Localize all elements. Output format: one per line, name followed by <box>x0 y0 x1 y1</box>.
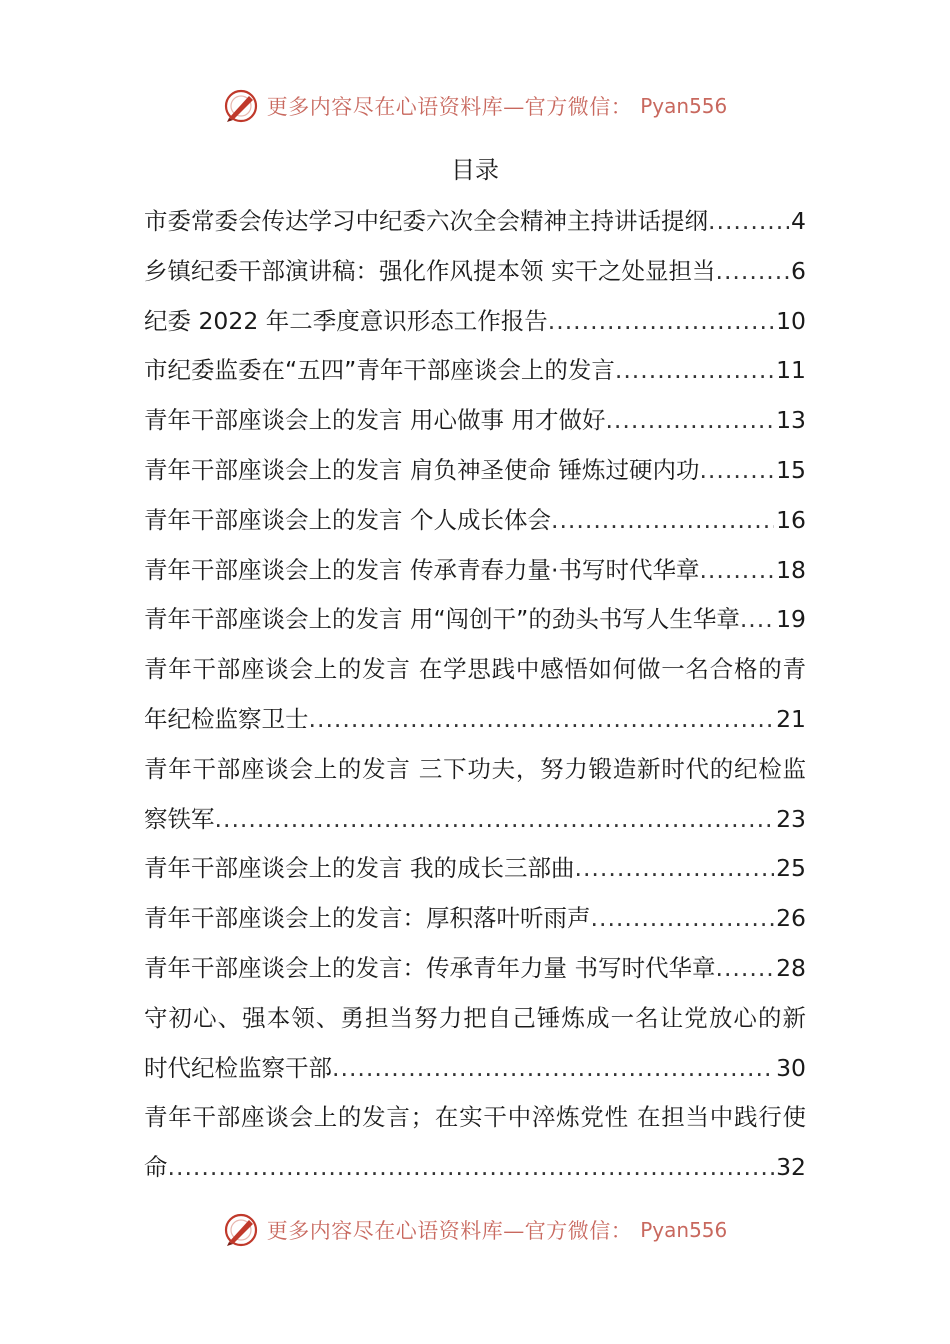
watermark-banner-top <box>0 84 950 128</box>
toc-entry-page: 21 <box>776 704 806 733</box>
watermark-banner-bottom <box>0 1208 950 1252</box>
table-of-contents <box>144 197 806 1193</box>
toc-entry-page: 32 <box>776 1153 806 1182</box>
pen-logo-icon <box>223 1212 259 1248</box>
toc-entry-title-line2: 时代纪检监察干部 <box>144 1053 332 1082</box>
dot-leader <box>605 396 774 446</box>
toc-entry-page: 4 <box>791 207 806 235</box>
toc-entry[interactable] <box>144 496 806 546</box>
toc-entry[interactable] <box>144 745 806 845</box>
dot-leader <box>309 695 775 745</box>
toc-entry[interactable] <box>144 645 806 745</box>
watermark-text: 更多内容尽在心语资料库—官方微信： <box>266 1219 633 1243</box>
toc-entry-page: 28 <box>776 953 806 982</box>
toc-entry[interactable] <box>144 446 806 496</box>
toc-entry[interactable] <box>144 297 806 347</box>
dot-leader <box>699 446 774 496</box>
toc-entry[interactable] <box>144 994 806 1094</box>
toc-entry-title-line2: 年纪检监察卫士 <box>144 704 309 733</box>
toc-entry-title: 青年干部座谈会上的发言 传承青春力量·书写时代华章 <box>144 555 700 584</box>
toc-entry-page: 15 <box>776 455 806 484</box>
toc-entry-title: 青年干部座谈会上的发言 肩负神圣使命 锤炼过硬内功 <box>144 455 700 484</box>
toc-entry[interactable] <box>144 844 806 894</box>
toc-title: 目录 <box>451 156 499 184</box>
toc-entry[interactable] <box>144 595 806 645</box>
toc-entry-page: 19 <box>776 605 806 634</box>
toc-entry-title-line2: 命 <box>144 1153 168 1182</box>
dot-leader <box>168 1143 775 1193</box>
dot-leader <box>708 197 789 247</box>
pen-logo-icon <box>223 88 259 124</box>
watermark-handle: Pyan556 <box>640 1218 728 1242</box>
toc-entry[interactable] <box>144 346 806 396</box>
dot-leader <box>332 1044 774 1094</box>
toc-entry-page: 6 <box>791 256 806 285</box>
toc-entry-page: 10 <box>776 306 806 335</box>
watermark-handle: Pyan556 <box>640 94 728 118</box>
toc-entry-page: 23 <box>776 804 806 833</box>
toc-entry-title: 青年干部座谈会上的发言：厚积落叶听雨声 <box>144 904 591 933</box>
watermark-text: 更多内容尽在心语资料库—官方微信： <box>266 95 633 119</box>
toc-entry-title: 市委常委会传达学习中纪委六次全会精神主持讲话提纲 <box>144 207 708 235</box>
toc-entry[interactable] <box>144 546 806 596</box>
dot-leader <box>615 346 774 396</box>
dot-leader <box>715 944 774 994</box>
toc-entry[interactable] <box>144 197 806 247</box>
dot-leader <box>551 496 774 546</box>
toc-entry-page: 26 <box>776 904 806 933</box>
toc-entry-title: 市纪委监委在“五四”青年干部座谈会上的发言 <box>144 356 615 385</box>
dot-leader <box>215 795 775 845</box>
toc-entry-title: 乡镇纪委干部演讲稿：强化作风提本领 实干之处显担当 <box>144 256 716 285</box>
toc-entry-title: 青年干部座谈会上的发言：传承青年力量 书写时代华章 <box>144 953 716 982</box>
toc-entry[interactable] <box>144 396 806 446</box>
toc-entry[interactable] <box>144 247 806 297</box>
toc-entry-title: 纪委 2022 年二季度意识形态工作报告 <box>144 306 548 335</box>
toc-entry-title-line2: 察铁军 <box>144 804 215 833</box>
toc-entry-title: 青年干部座谈会上的发言 个人成长体会 <box>144 505 551 534</box>
toc-entry[interactable] <box>144 1093 806 1193</box>
toc-entry[interactable] <box>144 944 806 994</box>
toc-entry-page: 30 <box>776 1053 806 1082</box>
toc-entry-title: 青年干部座谈会上的发言 用心做事 用才做好 <box>144 406 606 435</box>
dot-leader <box>591 894 775 944</box>
dot-leader <box>574 844 774 894</box>
dot-leader <box>740 595 774 645</box>
toc-entry-page: 13 <box>776 406 806 435</box>
toc-entry-page: 16 <box>776 505 806 534</box>
toc-entry-title-line1: 青年干部座谈会上的发言；在实干中淬炼党性 在担当中践行使 <box>144 1103 806 1132</box>
dot-leader <box>699 546 774 596</box>
dot-leader <box>715 247 789 297</box>
toc-entry-title: 青年干部座谈会上的发言 我的成长三部曲 <box>144 854 575 883</box>
toc-entry-title-line1: 守初心、强本领、勇担当努力把自己锤炼成一名让党放心的新 <box>144 1003 806 1032</box>
toc-entry-page: 25 <box>776 854 806 883</box>
toc-entry-title-line1: 青年干部座谈会上的发言 三下功夫，努力锻造新时代的纪检监 <box>144 754 806 783</box>
toc-entry-page: 18 <box>776 555 806 584</box>
toc-entry[interactable] <box>144 894 806 944</box>
toc-entry-page: 11 <box>776 356 806 385</box>
toc-entry-title: 青年干部座谈会上的发言 用“闯创干”的劲头书写人生华章 <box>144 605 740 634</box>
toc-entry-title-line1: 青年干部座谈会上的发言 在学思践中感悟如何做一名合格的青 <box>144 655 806 684</box>
dot-leader <box>548 297 774 347</box>
